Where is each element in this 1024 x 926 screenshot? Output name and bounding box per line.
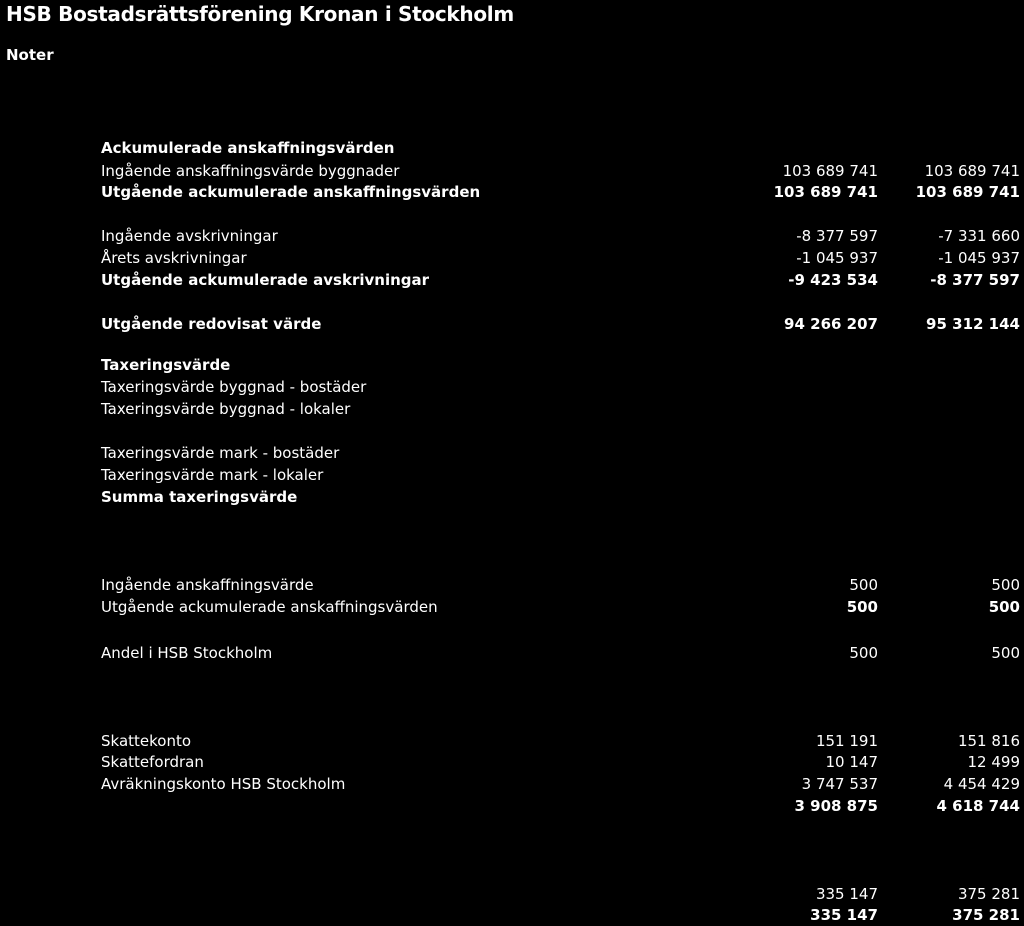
- row-label: Taxeringsvärde mark - lokaler: [101, 466, 324, 484]
- row-label: Utgående ackumulerade anskaffningsvärden: [101, 183, 481, 201]
- table-row: [0, 247, 1024, 269]
- current-year-value: 335 147: [815, 885, 878, 903]
- table-row-total: [0, 904, 1024, 926]
- row-label: Summa taxeringsvärde: [101, 488, 298, 506]
- prior-year-value: 103 689 741: [924, 162, 1020, 180]
- table-row: [0, 730, 1024, 752]
- table-row-total: [0, 795, 1024, 817]
- prior-year-value: 95 312 144: [926, 315, 1020, 333]
- table-row: [0, 596, 1024, 618]
- prior-year-value: -8 377 597: [930, 271, 1020, 289]
- current-year-value: 151 191: [815, 732, 878, 750]
- row-label: Avräkningskonto HSB Stockholm: [101, 775, 346, 793]
- current-year-value: 500: [849, 576, 878, 594]
- row-label: Utgående ackumulerade avskrivningar: [101, 271, 430, 289]
- row-label: Utgående ackumulerade anskaffningsvärden: [101, 598, 438, 616]
- prior-year-value: -1 045 937: [938, 249, 1020, 267]
- row-label: Ingående anskaffningsvärde: [101, 576, 314, 594]
- current-year-value: -1 045 937: [796, 249, 878, 267]
- row-label: Ingående anskaffningsvärde byggnader: [101, 162, 400, 180]
- current-year-value: 335 147: [810, 906, 878, 924]
- row-label: Utgående redovisat värde: [101, 315, 322, 333]
- prior-year-value: 500: [988, 598, 1020, 616]
- document-title: HSB Bostadsrättsförening Kronan i Stockholm: [6, 2, 514, 26]
- table-row: [0, 574, 1024, 596]
- section-heading-label: Ackumulerade anskaffningsvärden: [101, 139, 395, 157]
- prior-year-value: 12 499: [967, 753, 1020, 771]
- current-year-value: 103 689 741: [782, 162, 878, 180]
- table-row: [0, 376, 1024, 398]
- table-row: [0, 773, 1024, 795]
- row-label: Ingående avskrivningar: [101, 227, 278, 245]
- row-label: Taxeringsvärde byggnad - lokaler: [101, 400, 351, 418]
- prior-year-value: 103 689 741: [915, 183, 1020, 201]
- section-heading: [0, 354, 1024, 376]
- current-year-value: -8 377 597: [796, 227, 878, 245]
- row-label: Skattekonto: [101, 732, 192, 750]
- row-label: Skattefordran: [101, 753, 204, 771]
- prior-year-value: 151 816: [957, 732, 1020, 750]
- table-row: [0, 751, 1024, 773]
- notes-heading: Noter: [6, 46, 54, 64]
- current-year-value: 500: [849, 644, 878, 662]
- prior-year-value: 500: [991, 576, 1020, 594]
- current-year-value: 3 747 537: [801, 775, 878, 793]
- prior-year-value: 375 281: [952, 906, 1020, 924]
- table-row: [0, 398, 1024, 420]
- section-heading: [0, 137, 1024, 159]
- table-row: [0, 464, 1024, 486]
- prior-year-value: 4 454 429: [943, 775, 1020, 793]
- prior-year-value: 375 281: [957, 885, 1020, 903]
- row-label: Taxeringsvärde mark - bostäder: [101, 444, 340, 462]
- table-row-total: [0, 269, 1024, 291]
- table-row-total: [0, 313, 1024, 335]
- current-year-value: 94 266 207: [784, 315, 878, 333]
- table-row: [0, 883, 1024, 905]
- table-row: [0, 642, 1024, 664]
- current-year-value: 500: [846, 598, 878, 616]
- table-row-total: [0, 181, 1024, 203]
- prior-year-value: 500: [991, 644, 1020, 662]
- prior-year-value: -7 331 660: [938, 227, 1020, 245]
- row-label: Årets avskrivningar: [101, 249, 247, 267]
- table-row: [0, 225, 1024, 247]
- current-year-value: 3 908 875: [794, 797, 878, 815]
- row-label: Andel i HSB Stockholm: [101, 644, 273, 662]
- section-heading-label: Taxeringsvärde: [101, 356, 231, 374]
- prior-year-value: 4 618 744: [936, 797, 1020, 815]
- table-row-total: [0, 486, 1024, 508]
- table-row: [0, 442, 1024, 464]
- current-year-value: 103 689 741: [773, 183, 878, 201]
- table-row: [0, 160, 1024, 182]
- current-year-value: 10 147: [825, 753, 878, 771]
- current-year-value: -9 423 534: [788, 271, 878, 289]
- row-label: Taxeringsvärde byggnad - bostäder: [101, 378, 367, 396]
